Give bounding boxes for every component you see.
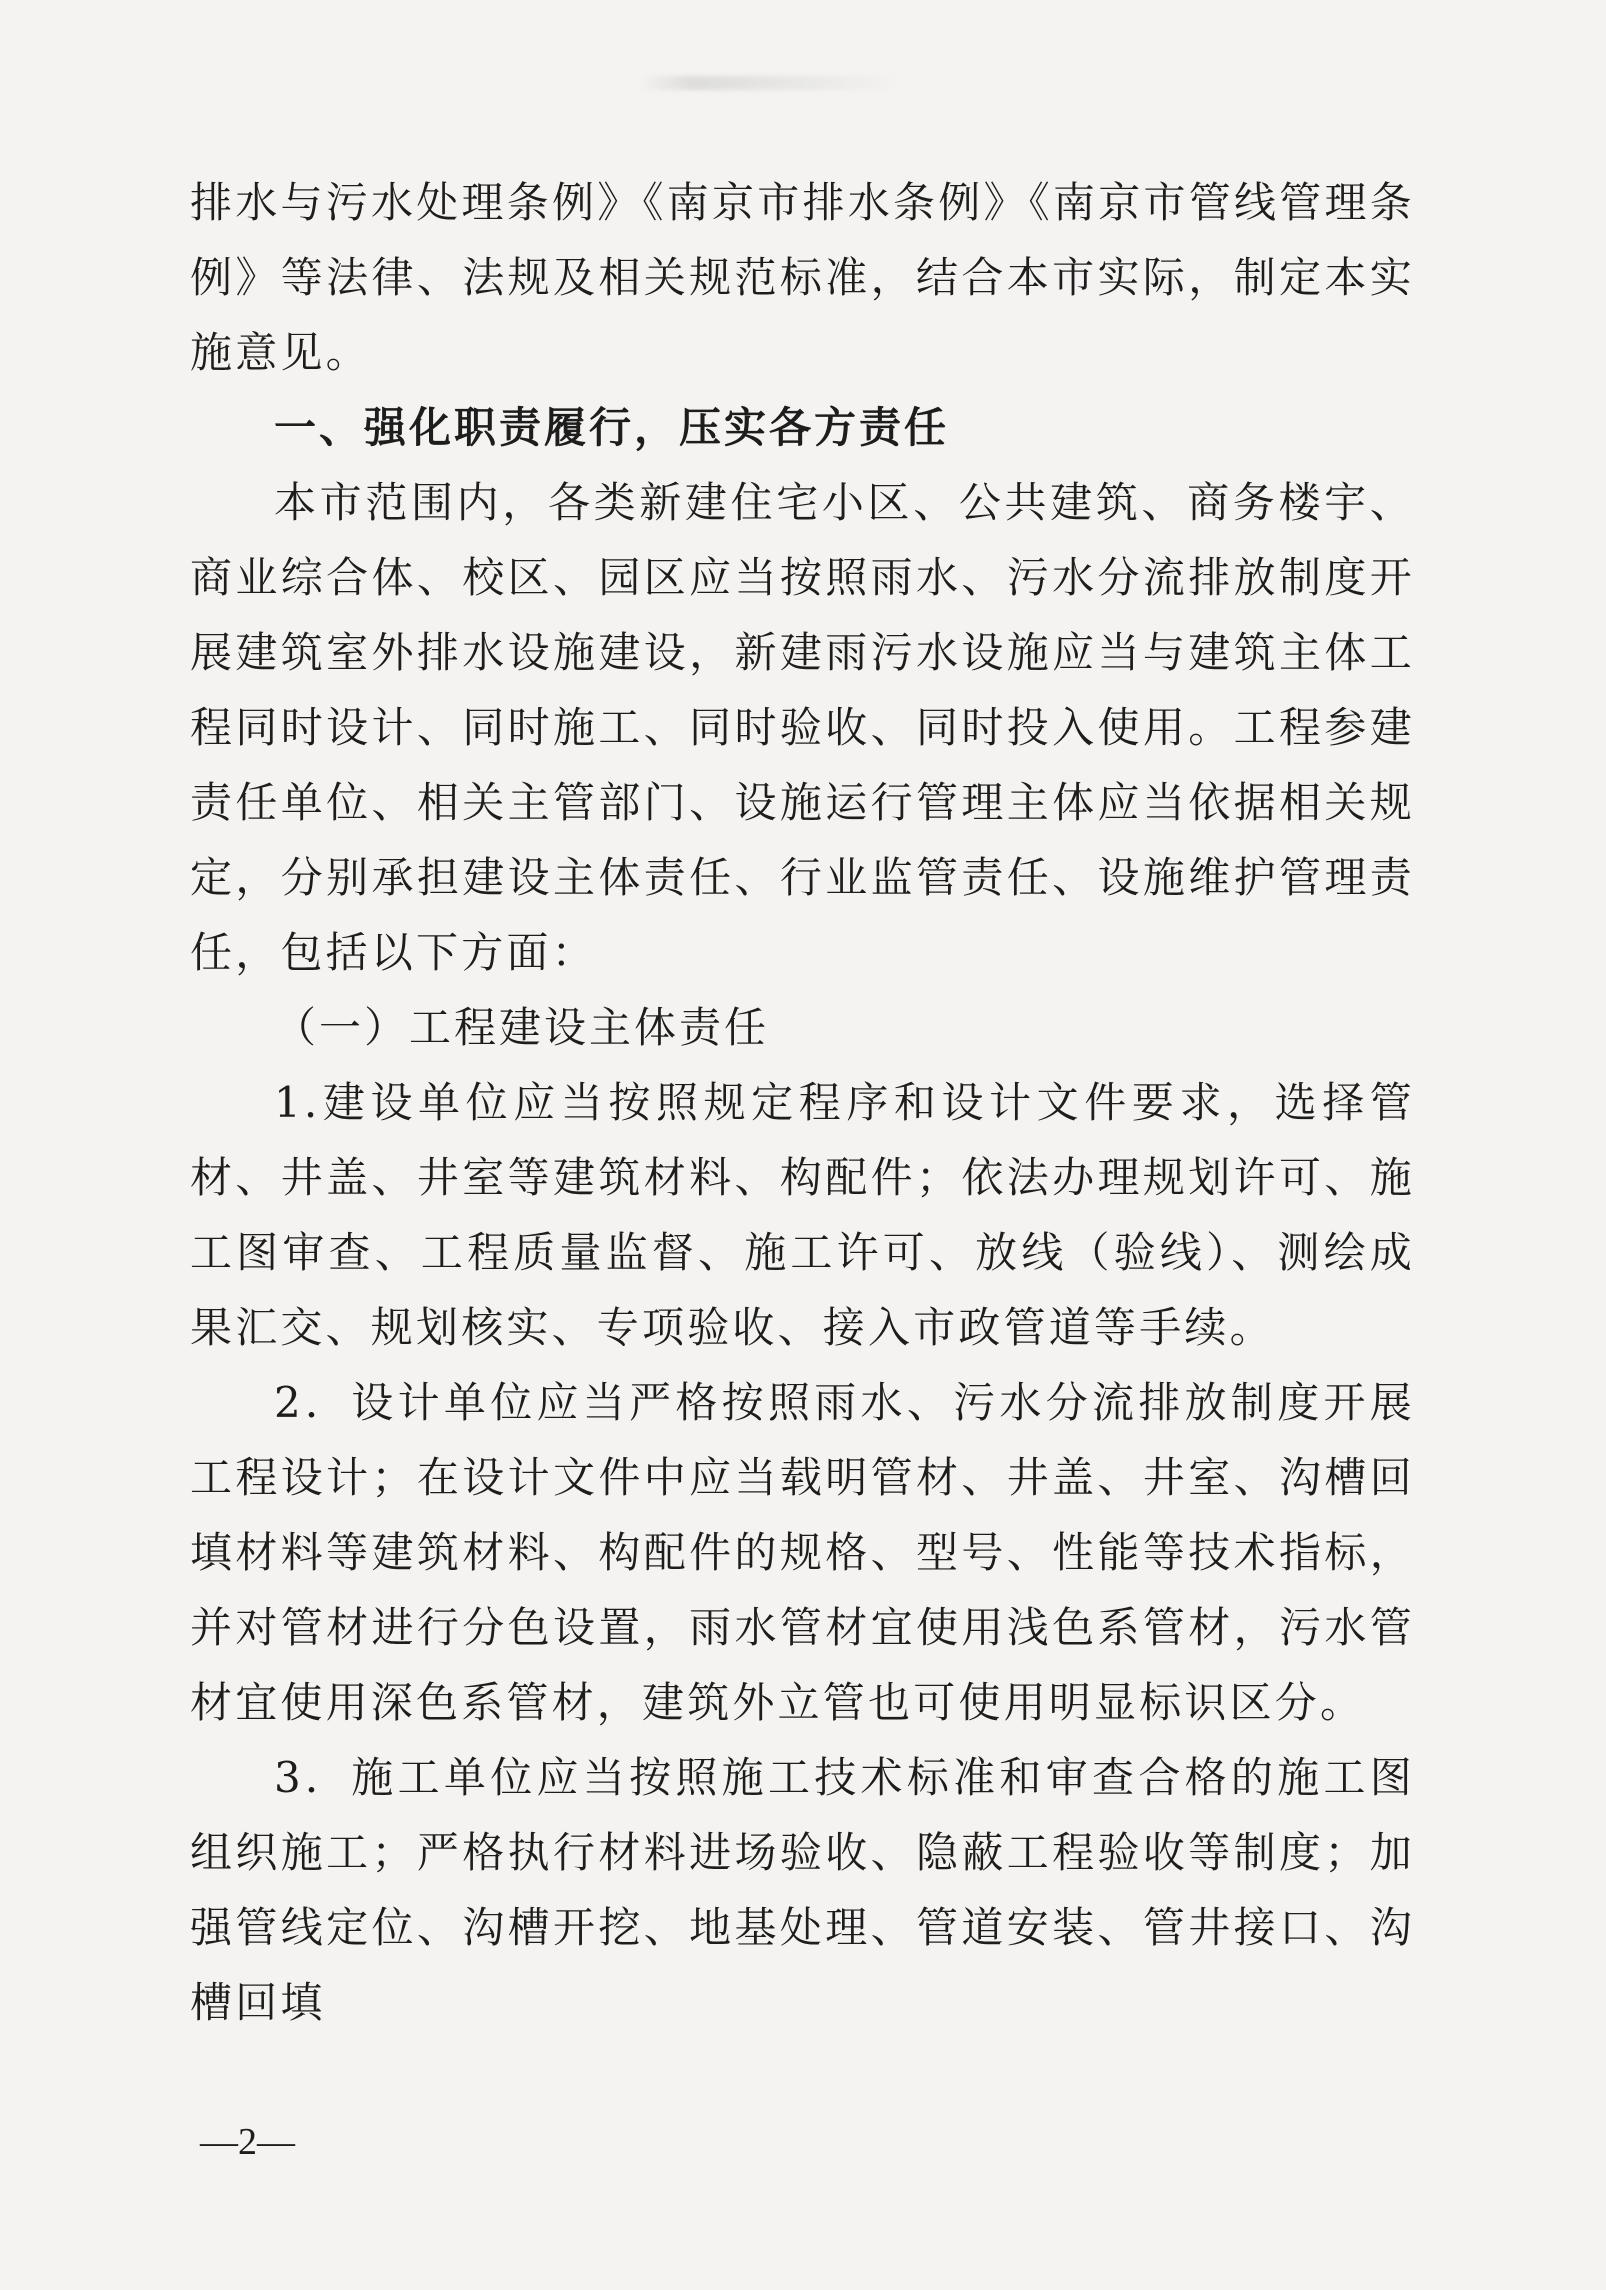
body-paragraph-item-1: 1.建设单位应当按照规定程序和设计文件要求，选择管材、井盖、井室等建筑材料、构配件；依法办理规划许可、施工图审查、工程质量监督、施工许可、放线（验线）、测绘成果汇交、规划核实、专项验收、接入市政管道等手续。 [190,1078,1415,1352]
section-heading: 一、强化职责履行，压实各方责任 [274,403,950,452]
sub-section-heading: （一）工程建设主体责任 [274,1003,770,1052]
page-number: —2— [200,2121,295,2163]
body-paragraph: 本市范围内，各类新建住宅小区、公共建筑、商务楼宇、商业综合体、校区、园区应当按照雨水、污水分流排放制度开展建筑室外排水设施建设，新建雨污水设施应当与建筑主体工程同时设计、同时施工、同时验收、同时投入使用。工程参建责任单位、相关主管部门、设施运行管理主体应当依据相关规定，分别承担建设主体责任、行业监管责任、设施维护管理责任，包括以下方面： [190,478,1415,977]
document-body [190,165,1415,2040]
scan-artifact [640,76,900,90]
body-paragraph-item-3: 3．施工单位应当按照施工技术标准和审查合格的施工图组织施工；严格执行材料进场验收、隐蔽工程验收等制度；加强管线定位、沟槽开挖、地基处理、管道安装、管井接口、沟槽回填 [190,1753,1415,2027]
continuation-paragraph: 排水与污水处理条例》《南京市排水条例》《南京市管线管理条例》等法律、法规及相关规范标准，结合本市实际，制定本实施意见。 [190,178,1415,377]
body-paragraph-item-2: 2．设计单位应当严格按照雨水、污水分流排放制度开展工程设计；在设计文件中应当载明管材、井盖、井室、沟槽回填材料等建筑材料、构配件的规格、型号、性能等技术指标，并对管材进行分色设置，雨水管材宜使用浅色系管材，污水管材宜使用深色系管材，建筑外立管也可使用明显标识区分。 [190,1378,1415,1727]
